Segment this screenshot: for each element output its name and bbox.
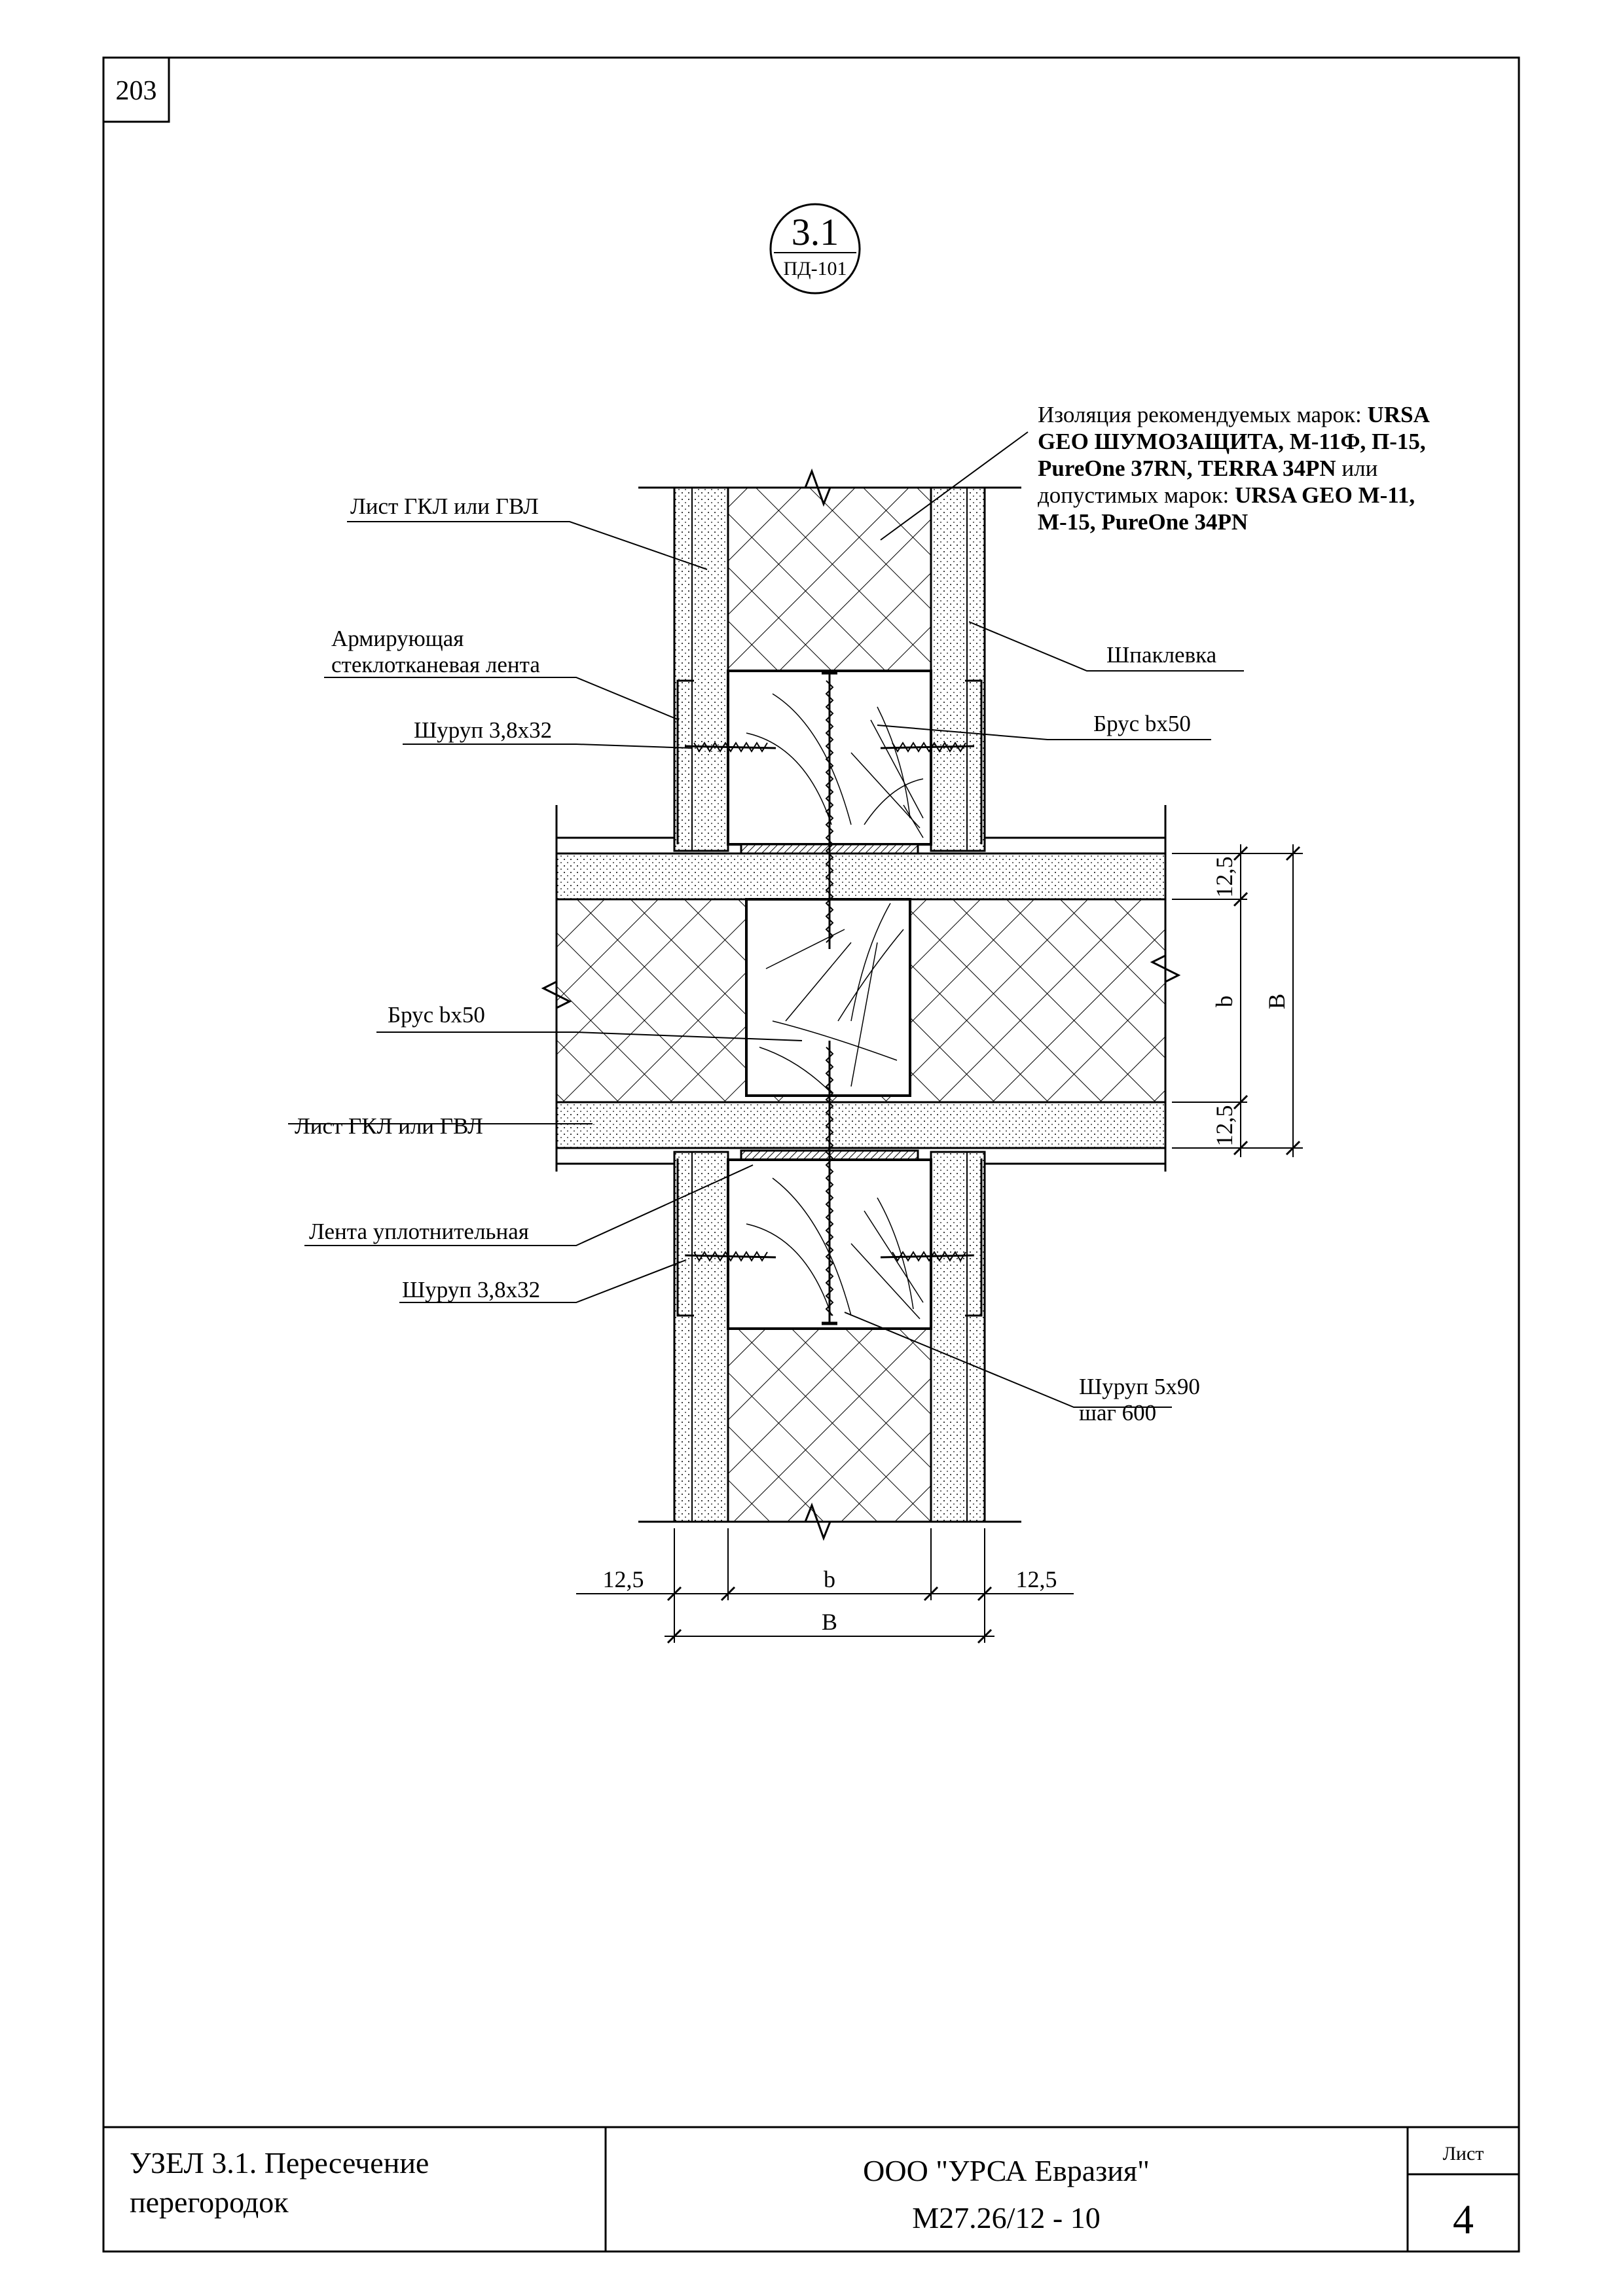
beam-mid-label: Брус bх50 — [388, 1002, 485, 1028]
dim-bottom-left: 12,5 — [602, 1566, 644, 1592]
top-board-right — [931, 488, 985, 851]
bottom-board-left — [674, 1152, 728, 1522]
company-name: ООО "УРСА Евразия" — [863, 2154, 1150, 2187]
horizontal-board-top — [556, 853, 1165, 899]
beam-top-label: Брус bх50 — [1093, 711, 1191, 736]
horizontal-board-bottom — [556, 1102, 1165, 1148]
middle-beam — [746, 899, 910, 1096]
sheet-number: 4 — [1453, 2196, 1474, 2242]
node-reference: ПД-101 — [783, 258, 847, 279]
dim-right-B: B — [1264, 993, 1290, 1010]
dim-right-top: 12,5 — [1211, 856, 1237, 898]
dim-bottom-right: 12,5 — [1015, 1566, 1057, 1592]
tape-label-line1: Армирующая — [331, 626, 464, 651]
title-line1: УЗЕЛ 3.1. Пересечение — [130, 2146, 429, 2179]
node-number: 3.1 — [791, 211, 839, 253]
insulation-callout-line3: PureOne 37RN, TERRA 34PN или — [1038, 456, 1378, 481]
bottom-insulation — [728, 1329, 931, 1522]
screw-long-label-line2: шаг 600 — [1079, 1400, 1157, 1426]
insulation-callout-line2: GEO ШУМОЗАЩИТА, М-11Ф, П-15, — [1038, 429, 1426, 454]
dim-bottom-b: b — [824, 1566, 835, 1592]
sheet-label: Лист — [1442, 2143, 1484, 2164]
bottom-dimension-text — [603, 1566, 1057, 1635]
seal-tape-label: Лента уплотнительная — [309, 1219, 529, 1244]
page-number: 203 — [115, 76, 157, 106]
insulation-callout-line5: М-15, PureOne 34PN — [1038, 509, 1249, 535]
dim-right-bottom: 12,5 — [1211, 1105, 1237, 1147]
bottom-board-right — [931, 1152, 985, 1522]
putty-label: Шпаклевка — [1106, 642, 1217, 668]
top-insulation — [728, 488, 931, 671]
sheet-mid-label: Лист ГКЛ или ГВЛ — [295, 1113, 483, 1139]
screw-top-label: Шуруп 3,8х32 — [414, 717, 553, 743]
screw-long-label-line1: Шуруп 5х90 — [1079, 1374, 1200, 1399]
tape-label-line2: стеклотканевая лента — [331, 652, 540, 677]
sheet-top-label: Лист ГКЛ или ГВЛ — [350, 493, 539, 519]
screw-bottom-label: Шуруп 3,8х32 — [402, 1277, 541, 1302]
dim-bottom-B: B — [821, 1609, 838, 1635]
title-line2: перегородок — [130, 2185, 289, 2219]
document-code: М27.26/12 - 10 — [912, 2201, 1101, 2234]
top-board-left — [674, 488, 728, 851]
dim-right-b: b — [1211, 996, 1237, 1007]
insulation-callout-line4: допустимых марок: URSA GEO М-11, — [1038, 482, 1415, 508]
insulation-callout-line1: Изоляция рекомендуемых марок: URSA — [1038, 402, 1430, 427]
